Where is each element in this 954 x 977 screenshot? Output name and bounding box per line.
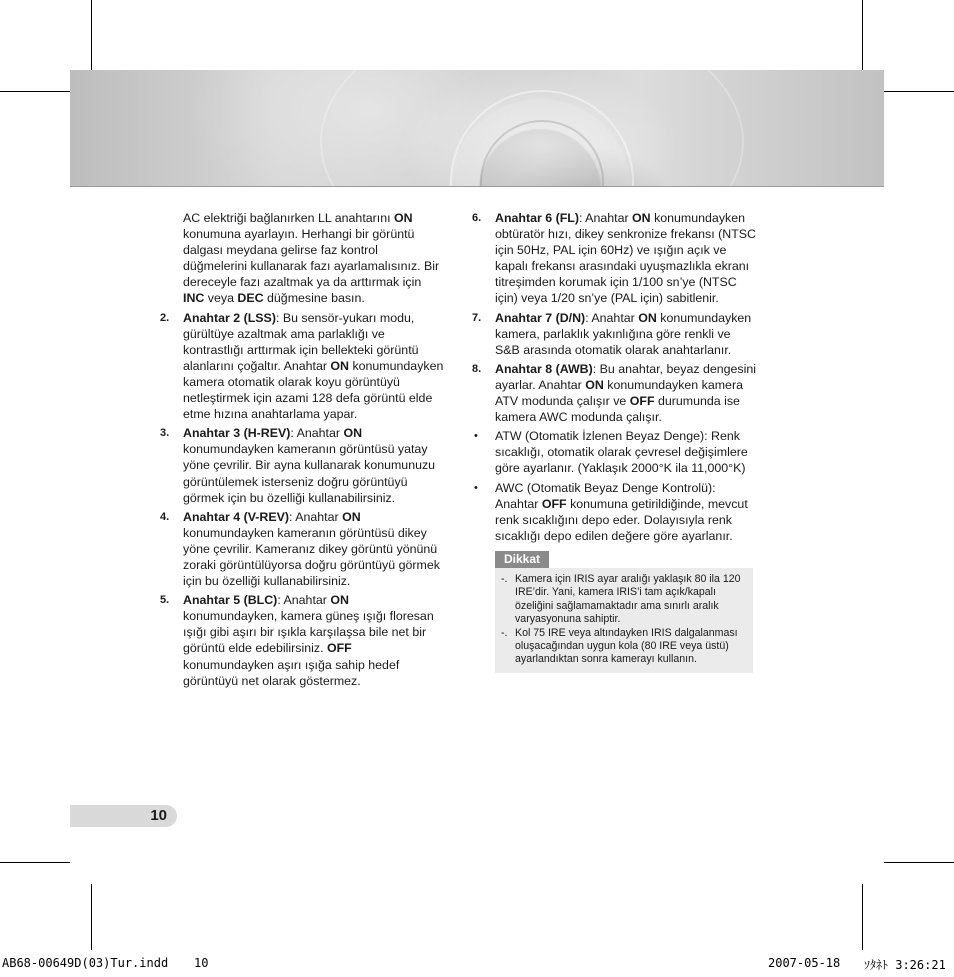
list-number: 3. [160,427,170,440]
crop-mark [91,884,92,950]
list-number: 4. [160,510,170,523]
text: AC elektriği bağlanırken LL anahtarını [183,211,394,225]
text: : Anahtar [290,426,344,441]
text: : Anahtar [585,310,639,325]
item-title: Anahtar 3 (H-REV) [183,426,291,441]
bullet-icon: • [474,481,478,494]
item-title: Anahtar 2 (LSS) [183,310,276,325]
text: durumunda ise kamera AWC modunda çalışır. [495,394,740,425]
crop-mark [862,884,863,950]
slug-time: ｿﾀﾈﾄ 3:26:21 [864,958,946,972]
text: : Anahtar [289,509,343,524]
bold-text: DEC [237,291,264,306]
text: konumundayken obtüratör hızı, dikey senkronize frekansı (NTSC için 50Hz, PAL için 60Hz) ve ışığın açık ve kapalı frekansı arasındaki uyuşmazlıkla ekranı titreşimden korumak için 1/100 sn’ye (NTSC için) veya 1/20 sn’ye (PAL için) sabitlenir. [495,211,756,306]
text: Kamera için IRIS ayar aralığı yaklaşık 80 ila 120 IRE’dir. Yani, kamera IRIS’i tam açık/kapalı özeliğini sağlamamaktadır ama sınırlı aralık varyasyonuna sahiptir. [515,572,741,626]
slug-page: 10 [194,956,209,970]
list-number: 6. [472,212,482,224]
text: : Anahtar [578,211,633,225]
item-title: Anahtar 6 (FL) [495,211,579,225]
text: düğmesine basın. [263,291,365,306]
bullet-icon: • [474,430,478,443]
page-number: 10 [150,807,167,824]
bold-text: ON [343,426,363,441]
text: : Bu anahtar, beyaz dengesini ayarlar. Anahtar [495,361,757,392]
bold-text: OFF [541,496,567,511]
banner-bottom-edge [70,186,884,187]
left-column [160,210,445,692]
list-item-switch-8 [472,361,757,425]
bold-text: OFF [629,394,655,409]
caution-line [501,627,745,667]
bold-text: ON [638,310,657,325]
list-number: 2. [160,311,170,324]
item-title: Anahtar 5 (BLC) [183,593,278,608]
text: AWC (Otomatik Beyaz Denge Kontrolü): Anahtar [495,480,716,511]
text: konumundayken aşırı ışığa sahip hedef görüntüyü net olarak göstermez. [183,657,400,688]
list-item-switch-4 [160,509,445,589]
text: konumuna getirildiğinde, mevcut renk sıcaklığını depo eder. Dolayısıyla renk sıcaklığı depo edilen değere göre ayarlanır. [495,496,748,543]
crop-mark [884,862,954,863]
crop-mark [0,91,70,92]
text: veya [204,291,238,306]
text: konumundayken kameranın görüntüsü dikey yöne çevrilir. Kameranız dikey görüntü yönünü zoraki görüntülüyorsa doğru görüntüyü görmek için bu özelliği kullanabilirsiniz. [183,525,440,589]
crop-mark [862,0,863,70]
list-item-switch-2 [160,310,445,423]
text: konumundayken kamera ATV modunda çalışır ve [495,377,743,409]
item-title: Anahtar 8 (AWB) [495,361,593,376]
lens-ring-decoration [320,70,744,187]
caution-heading: Dikkat [495,551,549,568]
crop-mark [91,0,92,70]
list-item-switch-5 [160,592,445,689]
bullet-item-awc [472,480,757,544]
slug-date: 2007-05-18 [768,956,841,970]
list-number: 5. [160,594,170,607]
list-item-switch-7 [472,310,757,358]
bold-text: ON [330,358,349,373]
bold-text: INC [183,291,205,306]
dash-marker: -. [501,626,508,639]
bold-text: ON [632,211,651,225]
list-number: 7. [472,311,482,324]
bullet-item-atw [472,428,757,476]
intro-paragraph [160,210,445,307]
bold-text: ON [330,593,349,608]
text: konumundayken kameranın görüntüsü yatay yöne çevrilir. Bir ayna kullanarak konumunuzu görüntülemek isterseniz doğru görüntüyü görmek için bu özelliği kullanabilirsiniz. [183,442,436,505]
item-title: Anahtar 7 (D/N) [495,310,586,325]
bold-text: ON [342,509,361,524]
text: : Bu sensör-yukarı modu, gürültüye azaltmak ama parlaklığı ve kontrastlığı arttırmak için bellekteki görüntü alanlarını çoğaltır. Anahtar [183,310,419,373]
slug-filename: AB68-00649D(03)Tur.indd [2,956,169,970]
list-item-switch-6 [472,210,757,307]
text: konumundayken kamera, parlaklık yakınlığına göre renkli ve S&B arasında otomatik olarak anahtarlanır. [495,310,752,357]
crop-mark [884,91,954,92]
header-banner-image [70,70,884,187]
list-number: 8. [472,362,482,375]
caution-line [501,573,745,627]
bold-text: ON [585,377,604,392]
list-item-switch-3 [160,425,445,505]
text: konumuna ayarlayın. Herhangi bir görüntü dalgası meydana gelirse faz kontrol düğmelerini kullanarak fazı ayarlamalısınız. Bir dereceyle fazı azaltmak ya da arttırmak için [183,227,440,290]
item-title: Anahtar 4 (V-REV) [183,509,290,524]
bold-text: OFF [326,641,352,656]
right-column [472,210,757,673]
crop-mark [0,862,70,863]
text: konumundayken kamera otomatik olarak koyu görüntüyü netleştirmek için azami 128 defa görüntü elde etme hızına anahtarlama yapar. [183,358,444,422]
page-number-tab [70,805,177,827]
text: : Anahtar [277,593,331,608]
bold-text: ON [394,211,413,225]
text: Kol 75 IRE veya altındayken IRIS dalgalanması oluşacağından uygun kola (80 IRE veya üstü) ayarlandıktan sonra kamerayı kullanın. [515,626,738,666]
text: konumundayken, kamera güneş ışığı floresan ışığı gibi aşırı bir ışıkla karşılaşsa bile net bir görüntü elde edebilirsiniz. [183,609,434,656]
caution-box [495,568,753,673]
dash-marker: -. [501,572,508,585]
text: ATW (Otomatik İzlenen Beyaz Denge): Renk sıcaklığı, otomatik olarak çevresel değişimlere göre ayarlanır. (Yaklaşık 2000°K ila 11,000°K) [495,429,748,476]
